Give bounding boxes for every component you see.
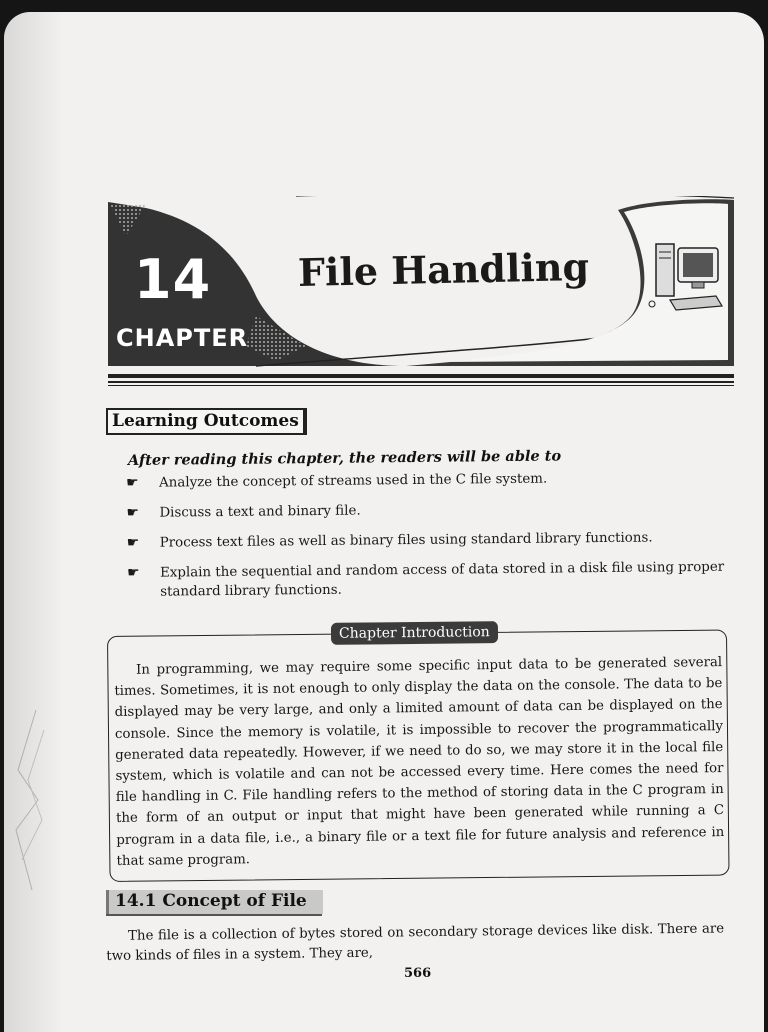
bleed-through-figure xyxy=(8,710,48,890)
list-item-text: Explain the sequential and random access of data stored in a disk file using proper standard library functions. xyxy=(159,559,725,600)
pointing-hand-icon: ☛ xyxy=(126,564,140,581)
list-item xyxy=(127,528,737,553)
chapter-introduction-text: In programming, we may require some specific input data to be generated several times. Sometimes, it is not enough to only display the data on the console. The data to be displayed may be very large, and only a limited amount of data can be displayed on the console. Since the memory is volatile, it is impossible to recover the programmatically generated data repeatedly. However, if we need to do so, we may store it in the local file system, which is volatile and can not be accessed every time. Here comes the need for file handling in C. File handling refers to the method of storing data in the C program in the form of an output or input that might have been generated while running a C program in a data file, i.e., a binary file or a text file for future analysis and reference in that same program. xyxy=(114,655,725,869)
list-item xyxy=(127,558,737,602)
learning-outcomes-list xyxy=(126,468,737,613)
chapter-title: File Handling xyxy=(297,243,590,295)
banner-rule-thick xyxy=(108,374,734,378)
section-heading-box xyxy=(106,890,323,914)
section-heading-rule xyxy=(106,914,322,916)
chapter-introduction-heading: Chapter Introduction xyxy=(331,621,498,645)
pointing-hand-icon: ☛ xyxy=(126,534,140,551)
chapter-number: 14 xyxy=(134,248,212,311)
learning-outcomes-heading: Learning Outcomes xyxy=(106,408,307,435)
section-heading: 14.1 Concept of File xyxy=(115,891,307,911)
pointing-hand-icon: ☛ xyxy=(126,474,139,491)
list-item xyxy=(126,498,736,523)
computer-icon xyxy=(646,238,730,318)
banner-rule-thin-2 xyxy=(108,385,734,386)
learning-outcomes-lead: After reading this chapter, the readers will be able to xyxy=(127,447,562,469)
banner-rule-thin xyxy=(108,381,734,383)
page-number: 566 xyxy=(404,966,432,981)
list-item-text: Analyze the concept of streams used in the C file system. xyxy=(159,471,548,491)
list-item-text: Discuss a text and binary file. xyxy=(159,503,361,521)
section-text: The file is a collection of bytes stored on secondary storage devices like disk. There are two kinds of files in a system. They are, xyxy=(106,921,725,964)
list-item-text: Process text files as well as binary files using standard library functions. xyxy=(159,530,653,551)
chapter-label: CHAPTER xyxy=(116,324,249,352)
pointing-hand-icon: ☛ xyxy=(126,504,140,521)
